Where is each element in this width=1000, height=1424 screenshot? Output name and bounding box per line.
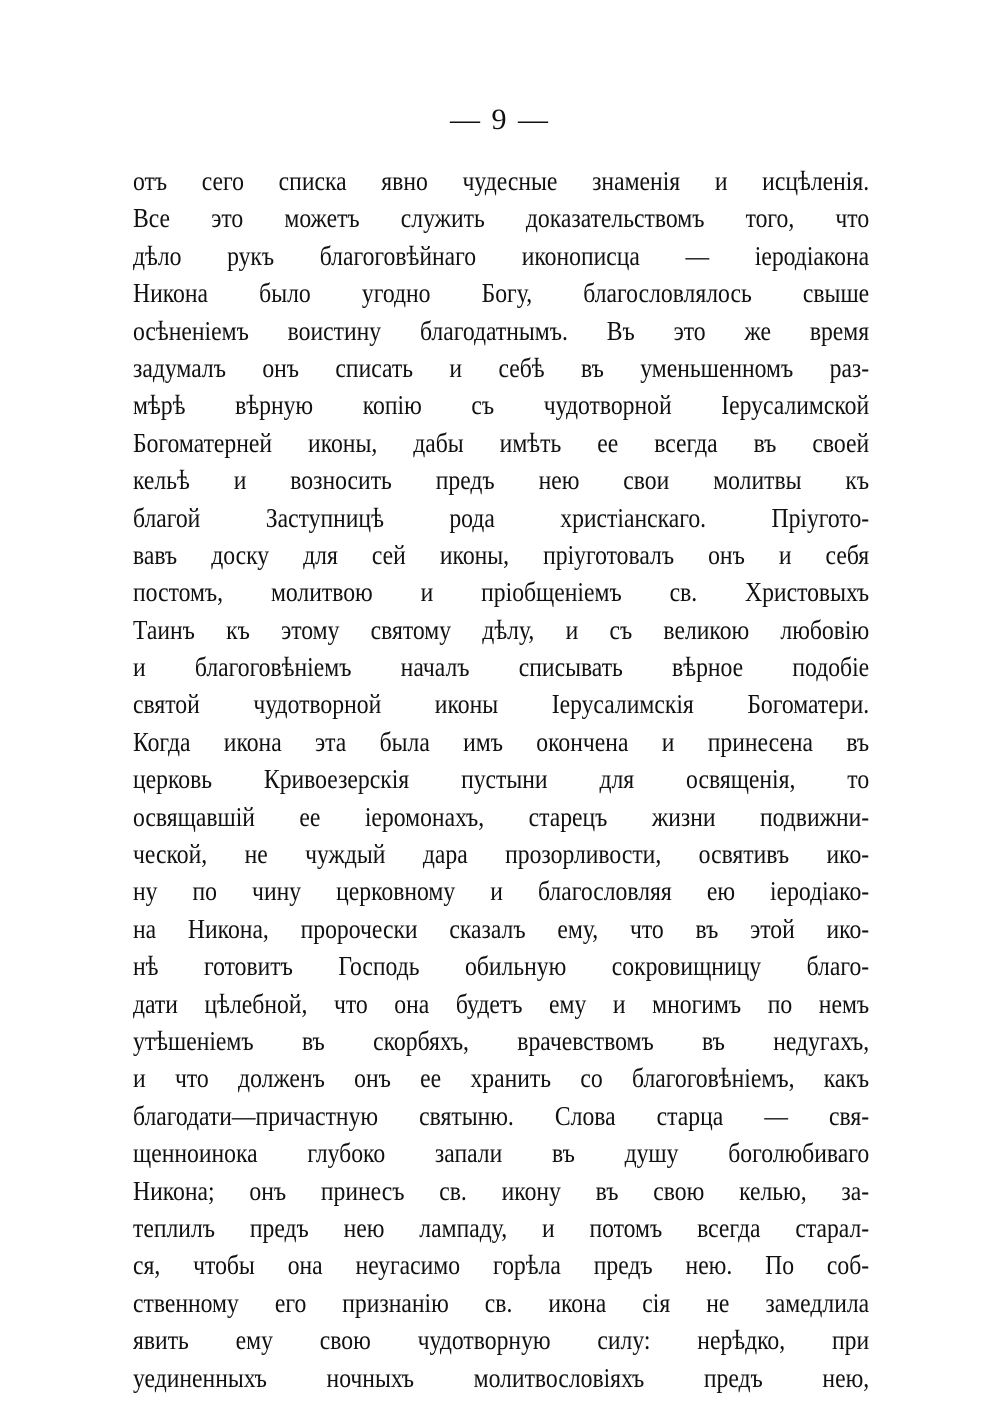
text-line: нѣ готовитъ Господь обильную сокровищницу благо- <box>133 950 870 982</box>
text-line: Таинъ къ этому святому дѣлу, и съ великою любовію <box>133 613 870 645</box>
text-line: и что долженъ онъ ее хранить со благоговѣніемъ, какъ <box>133 1062 870 1094</box>
text-line: отъ сего списка явно чудесные знаменія и исцѣленія. <box>133 165 870 196</box>
text-line: явить ему свою чудотворную силу: нерѣдко, при <box>133 1324 870 1356</box>
text-line: постомъ, молитвою и пріобщеніемъ св. Христовыхъ <box>133 576 870 608</box>
text-line: ственному его признанію св. икона сія не замедлила <box>133 1286 870 1318</box>
text-line: ческой, не чуждый дара прозорливости, освятивъ ико- <box>133 838 870 870</box>
text-line: благой Заступницѣ рода христіанскаго. Пріугото- <box>133 501 870 533</box>
text-line: дати цѣлебной, что она будетъ ему и многимъ по немъ <box>133 987 870 1019</box>
text-line: дѣло рукъ благоговѣйнаго иконописца — іеродіакона <box>133 239 870 271</box>
text-line: ну по чину церковному и благословляя ею іеродіако- <box>133 875 870 907</box>
text-line: задумалъ онъ списать и себѣ въ уменьшенномъ раз- <box>133 351 870 383</box>
text-line: утѣшеніемъ въ скорбяхъ, врачевствомъ въ недугахъ, <box>133 1024 870 1056</box>
page-number: — 9 — <box>450 103 550 136</box>
text-line: кельѣ и возносить предъ нею свои молитвы къ <box>133 464 870 496</box>
text-line: и благоговѣніемъ началъ списывать вѣрное подобіе <box>133 651 870 683</box>
text-line: теплилъ предъ нею лампаду, и потомъ всегда старал- <box>133 1211 870 1243</box>
text-line: Когда икона эта была имъ окончена и принесена въ <box>133 725 870 757</box>
text-line: церковь Кривоезерскія пустыни для освященія, то <box>133 763 870 795</box>
text-line: вавъ доску для сей иконы, пріуготовалъ онъ и себя <box>133 538 870 570</box>
text-line: святой чудотворной иконы Іерусалимскія Богоматери. <box>133 688 870 720</box>
text-line: освящавшій ее іеромонахъ, старецъ жизни подвижни- <box>133 800 870 832</box>
text-line: Все это можетъ служить доказательствомъ того, что <box>133 202 870 234</box>
text-line: ся, чтобы она неугасимо горѣла предъ нею. По соб- <box>133 1249 870 1281</box>
text-line: Никона; онъ принесъ св. икону въ свою келью, за- <box>133 1174 870 1206</box>
body-text <box>133 162 869 1396</box>
text-line: мѣрѣ вѣрную копію съ чудотворной Іерусалимской <box>133 389 870 421</box>
text-line: Богоматерней иконы, дабы имѣть ее всегда въ своей <box>133 426 870 458</box>
text-line: осѣненіемъ воистину благодатнымъ. Въ это же время <box>133 314 870 346</box>
text-line: благодати—причастную святыню. Слова старца — свя- <box>133 1099 870 1131</box>
text-line: Никона было угодно Богу, благословлялось свыше <box>133 277 870 309</box>
text-line: на Никона, пророчески сказалъ ему, что въ этой ико- <box>133 912 870 944</box>
text-line: уединенныхъ ночныхъ молитвословіяхъ предъ нею, <box>133 1361 870 1393</box>
text-line: щенноинока глубоко запали въ душу боголюбиваго <box>133 1137 870 1169</box>
